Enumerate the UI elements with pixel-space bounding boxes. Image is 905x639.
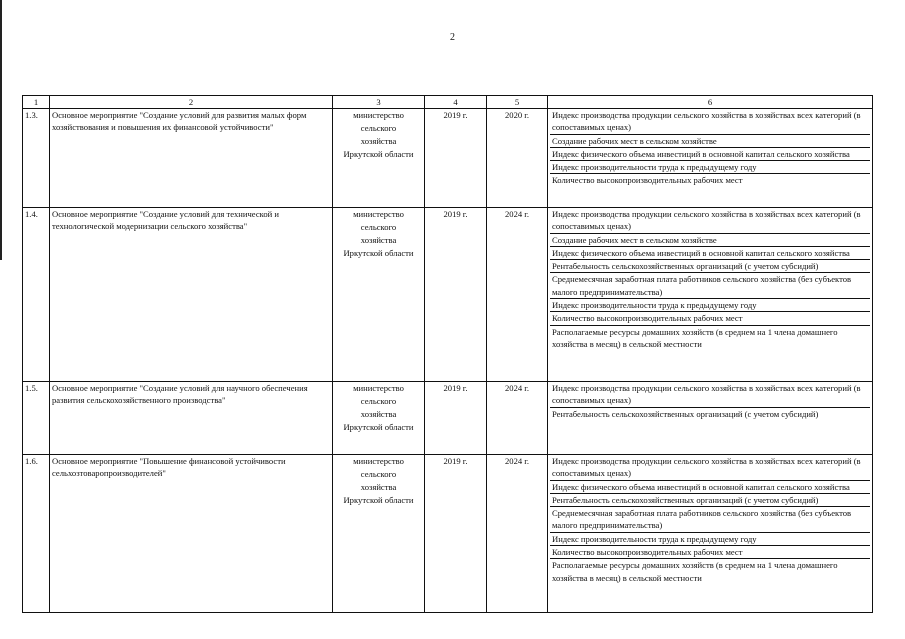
row-number: 1.4.: [23, 208, 50, 382]
indicator-item: Индекс производства продукции сельского хозяйства в хозяйствах всех категорий (в сопоставимых ценах): [550, 382, 870, 408]
executor-line: Иркутской области: [343, 422, 414, 432]
page-number: 2: [450, 32, 455, 43]
executor-line: сельского: [360, 396, 397, 406]
indicator-item: Рентабельность сельскохозяйственных организаций (с учетом субсидий): [550, 260, 870, 273]
start-year: 2019 г.: [425, 382, 487, 455]
header-col-2: 2: [50, 96, 333, 109]
table-body: [23, 109, 873, 613]
table-row: [23, 382, 873, 455]
table-header: [23, 96, 873, 109]
indicator-item: Индекс физического объема инвестиций в основной капитал сельского хозяйства: [550, 148, 870, 161]
end-year: 2024 г.: [487, 382, 548, 455]
end-year: 2024 г.: [487, 208, 548, 382]
indicator-item: Среднемесячная заработная плата работников сельского хозяйства (без субъектов малого предпринимательства): [550, 273, 870, 299]
indicator-item: Количество высокопроизводительных рабочих мест: [550, 546, 870, 559]
indicator-item: Количество высокопроизводительных рабочих мест: [550, 312, 870, 325]
end-year: 2024 г.: [487, 455, 548, 613]
executor-line: сельского: [360, 469, 397, 479]
indicator-item: Индекс производства продукции сельского хозяйства в хозяйствах всех категорий (в сопоставимых ценах): [550, 455, 870, 481]
row-number: 1.3.: [23, 109, 50, 208]
executor-line: сельского: [360, 123, 397, 133]
indicators: [548, 382, 873, 455]
executor-line: Иркутской области: [343, 495, 414, 505]
executor-line: хозяйства: [360, 235, 397, 245]
executor-line: хозяйства: [360, 482, 397, 492]
indicator-item: Располагаемые ресурсы домашних хозяйств (в среднем на 1 члена домашнего хозяйства в месяц) в сельской местности: [552, 560, 838, 583]
indicator-item: Среднемесячная заработная плата работников сельского хозяйства (без субъектов малого предпринимательства): [550, 507, 870, 533]
indicator-item: Индекс производительности труда к предыдущему году: [550, 299, 870, 312]
executor: [333, 208, 425, 382]
header-col-5: 5: [487, 96, 548, 109]
header-row: [23, 96, 873, 109]
indicator-item: Индекс физического объема инвестиций в основной капитал сельского хозяйства: [550, 247, 870, 260]
indicator-item: Рентабельность сельскохозяйственных организаций (с учетом субсидий): [552, 408, 819, 419]
start-year: 2019 г.: [425, 455, 487, 613]
executor: [333, 109, 425, 208]
activity-name: Основное мероприятие "Создание условий для развития малых форм хозяйствования и повышения их финансовой устойчивости": [50, 109, 333, 208]
indicator-item: Индекс производства продукции сельского хозяйства в хозяйствах всех категорий (в сопоставимых ценах): [550, 208, 870, 234]
table-row: [23, 208, 873, 382]
start-year: 2019 г.: [425, 208, 487, 382]
executor-line: хозяйства: [360, 136, 397, 146]
indicator-item: Рентабельность сельскохозяйственных организаций (с учетом субсидий): [550, 494, 870, 507]
activity-name: Основное мероприятие "Создание условий для научного обеспечения развития сельскохозяйственного производства": [50, 382, 333, 455]
activities-table: [22, 95, 873, 613]
indicator-item: Индекс производства продукции сельского хозяйства в хозяйствах всех категорий (в сопоставимых ценах): [550, 109, 870, 135]
executor-line: Иркутской области: [343, 248, 414, 258]
executor-line: сельского: [360, 222, 397, 232]
indicators: [548, 109, 873, 208]
executor: [333, 382, 425, 455]
header-col-1: 1: [23, 96, 50, 109]
indicator-item: Количество высокопроизводительных рабочих мест: [552, 175, 743, 186]
row-number: 1.5.: [23, 382, 50, 455]
activity-name: Основное мероприятие "Повышение финансовой устойчивости сельхозтоваропроизводителей": [50, 455, 333, 613]
indicator-item: Индекс производительности труда к предыдущему году: [550, 533, 870, 546]
executor-line: Иркутской области: [343, 149, 414, 159]
executor-line: министерство: [353, 456, 404, 466]
indicators: [548, 208, 873, 382]
end-year: 2020 г.: [487, 109, 548, 208]
header-col-3: 3: [333, 96, 425, 109]
indicators: [548, 455, 873, 613]
executor-line: министерство: [353, 110, 404, 120]
indicator-item: Создание рабочих мест в сельском хозяйстве: [550, 234, 870, 247]
executor-line: хозяйства: [360, 409, 397, 419]
indicator-item: Индекс физического объема инвестиций в основной капитал сельского хозяйства: [550, 481, 870, 494]
executor-line: министерство: [353, 383, 404, 393]
executor: [333, 455, 425, 613]
indicator-item: Создание рабочих мест в сельском хозяйстве: [550, 135, 870, 148]
header-col-4: 4: [425, 96, 487, 109]
start-year: 2019 г.: [425, 109, 487, 208]
activity-name: Основное мероприятие "Создание условий для технической и технологической модернизации сельского хозяйства": [50, 208, 333, 382]
row-number: 1.6.: [23, 455, 50, 613]
indicator-item: Индекс производительности труда к предыдущему году: [550, 161, 870, 174]
table-row: [23, 109, 873, 208]
executor-line: министерство: [353, 209, 404, 219]
indicator-item: Располагаемые ресурсы домашних хозяйств (в среднем на 1 члена домашнего хозяйства в месяц) в сельской местности: [552, 326, 838, 349]
header-col-6: 6: [548, 96, 873, 109]
table-row: [23, 455, 873, 613]
